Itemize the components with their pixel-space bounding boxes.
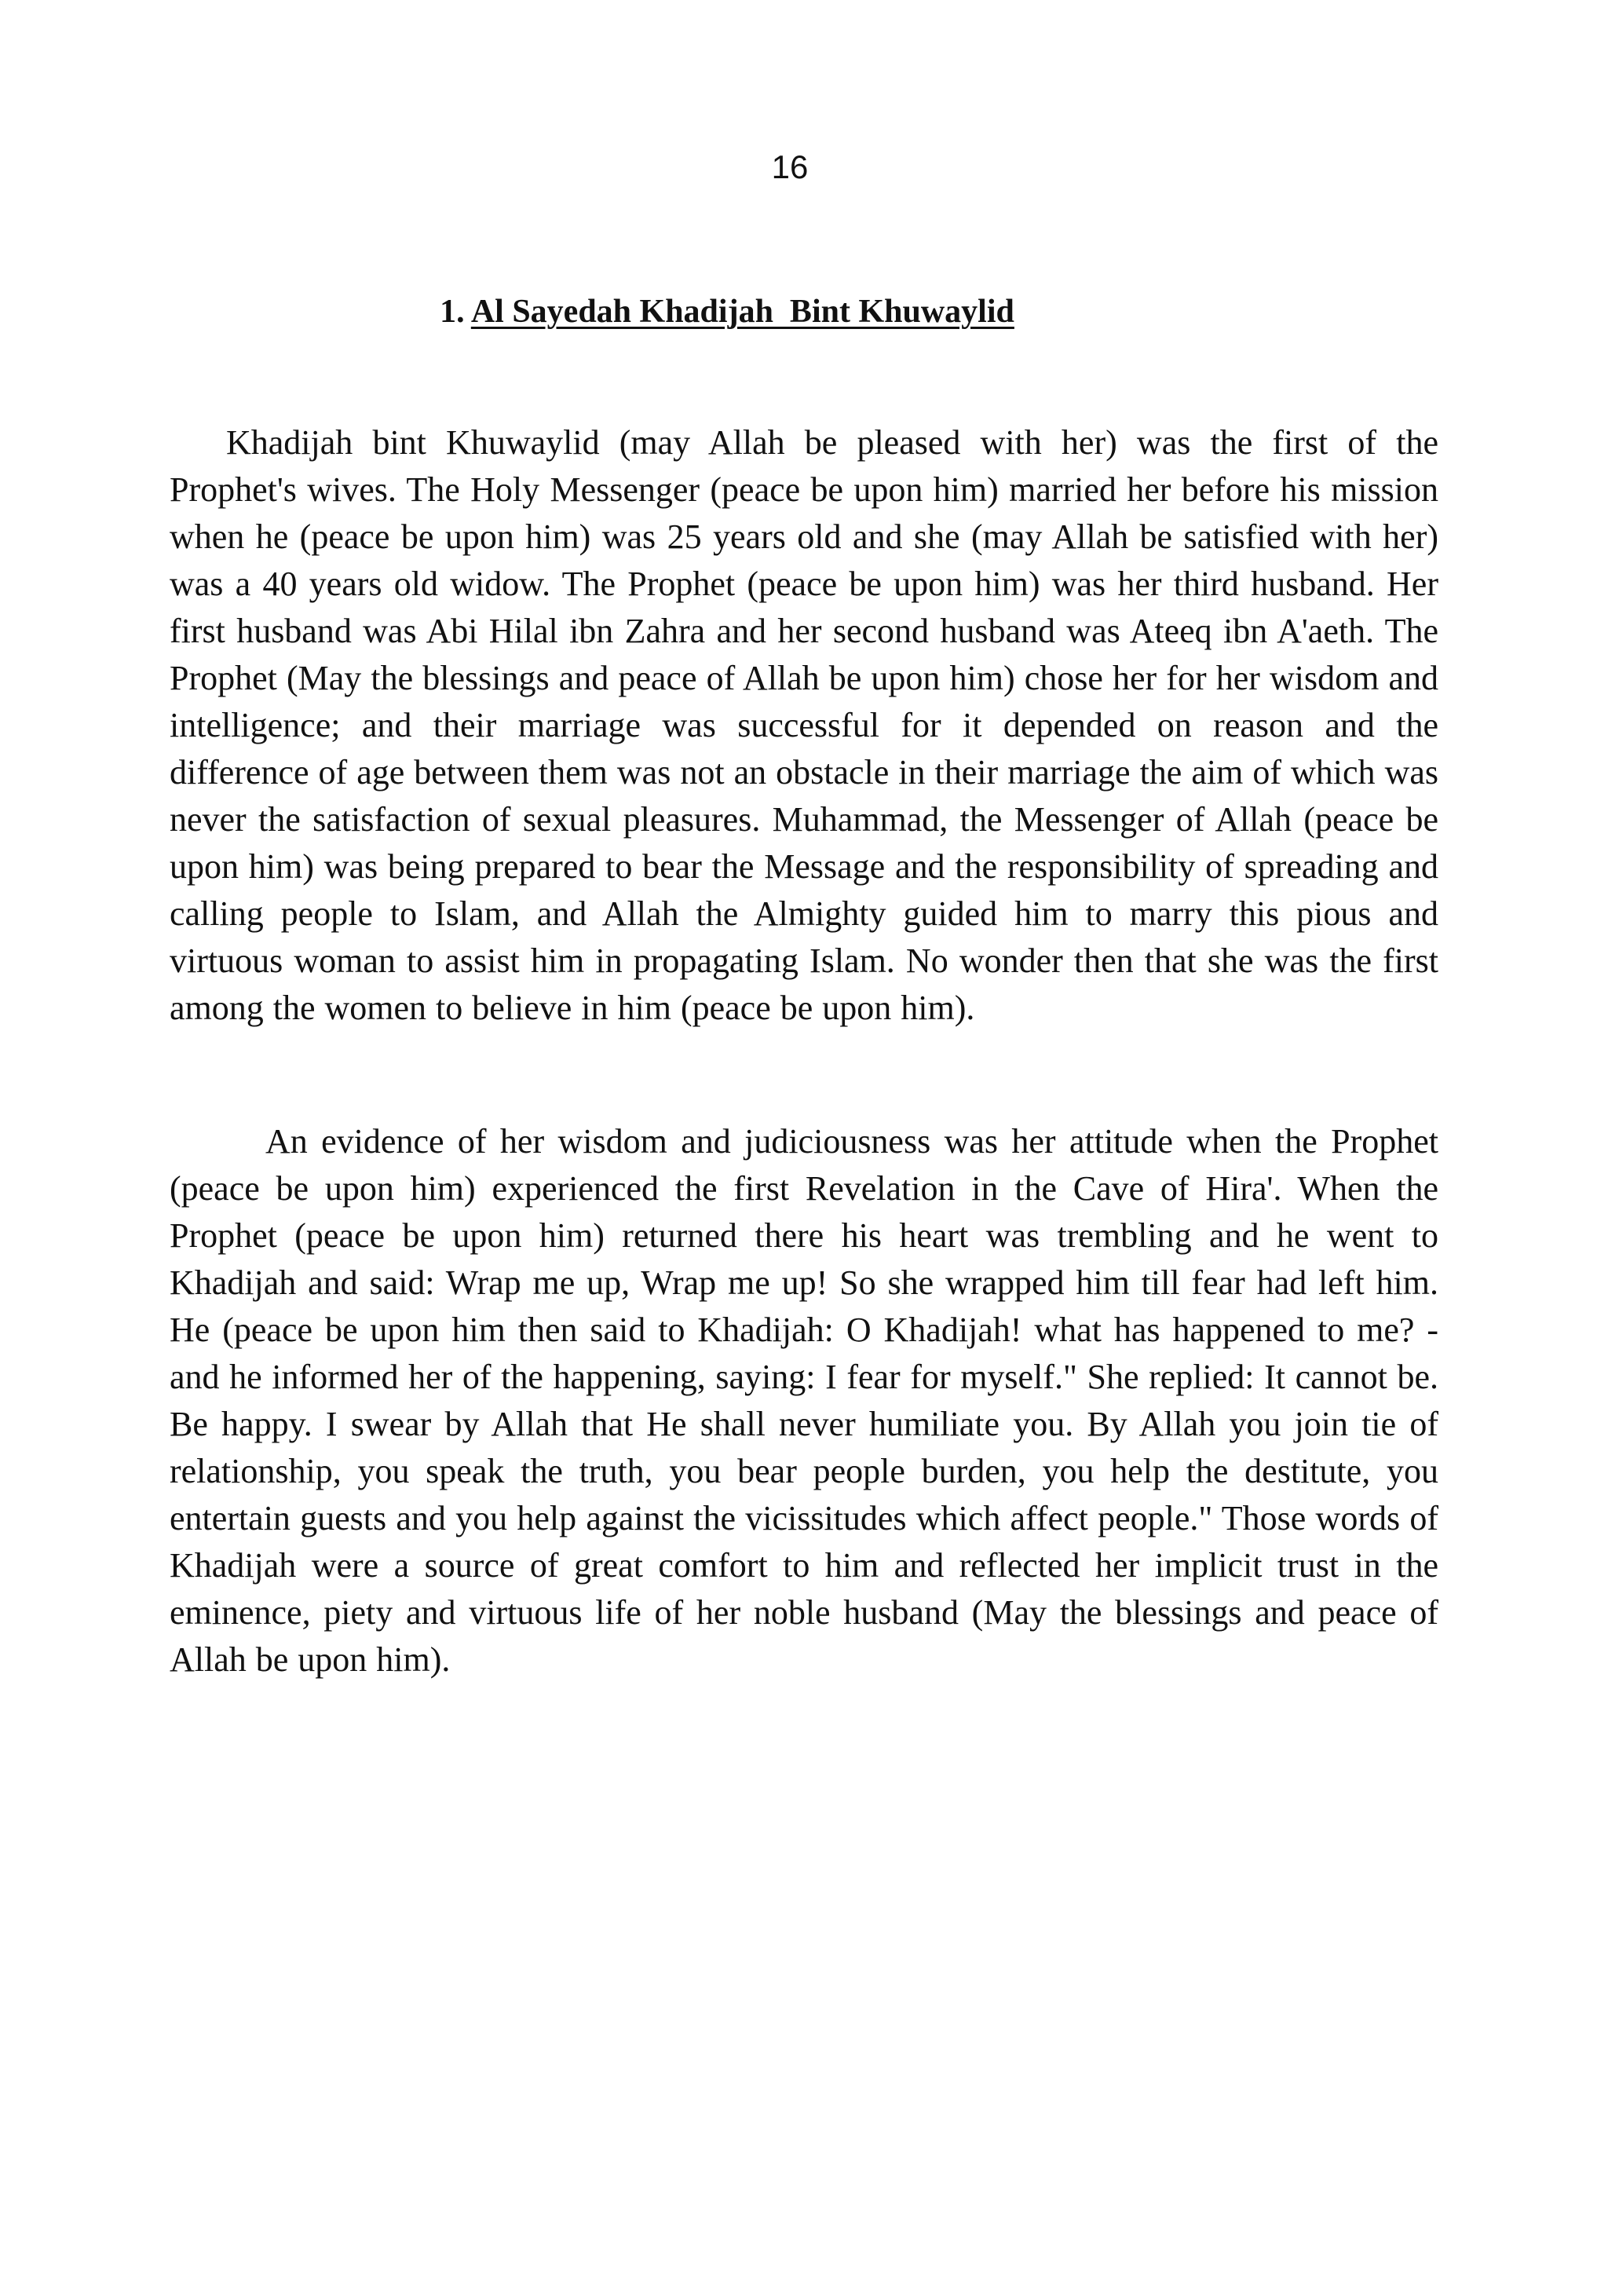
- heading-title: Al Sayedah Khadijah Bint Khuwaylid: [470, 294, 1014, 330]
- page-number: 16: [771, 148, 809, 185]
- paragraph-1: Khadijah bint Khuwaylid (may Allah be pleased with her) was the first of the Prophet's wives. The Holy Messenger (peace be upon him) married her before his mission when he (peace be upon him) was 25 years old and she (may Allah be satisfied with her) was a 40 years old widow. The Prophet (peace be upon him) was her third husband. Her first husband was Abi Hilal ibn Zahra and her second husband was Ateeq ibn A'aeth. The Prophet (May the blessings and peace of Allah be upon him) chose her for her wisdom and intelligence; and their marriage was successful for it depended on reason and the difference of age between them was not an obstacle in their marriage the aim of which was never the satisfaction of sexual pleasures. Muhammad, the Messenger of Allah (peace be upon him) was being prepared to bear the Message and the responsibility of spreading and calling people to Islam, and Allah the Almighty guided him to marry this pious and virtuous woman to assist him in propagating Islam. No wonder then that she was the first among the women to believe in him (peace be upon him).: [170, 423, 1438, 1027]
- heading-number: 1.: [440, 294, 465, 330]
- section-heading: [0, 292, 1454, 331]
- paragraph-2: An evidence of her wisdom and judiciousness was her attitude when the Prophet (peace be upon him) experienced the first Revelation in the Cave of Hira'. When the Prophet (peace be upon him) returned there his heart was trembling and he went to Khadijah and said: Wrap me up, Wrap me up! So she wrapped him till fear had left him. He (peace be upon him then said to Khadijah: O Khadijah! what has happened to me? - and he informed her of the happening, saying: I fear for myself." She replied: It cannot be. Be happy. I swear by Allah that He shall never humiliate you. By Allah you join tie of relationship, you speak the truth, you bear people burden, you help the destitute, you entertain guests and you help against the vicissitudes which affect people." Those words of Khadijah were a source of great comfort to him and reflected her implicit trust in the eminence, piety and virtuous life of her noble husband (May the blessings and peace of Allah be upon him).: [170, 1122, 1438, 1679]
